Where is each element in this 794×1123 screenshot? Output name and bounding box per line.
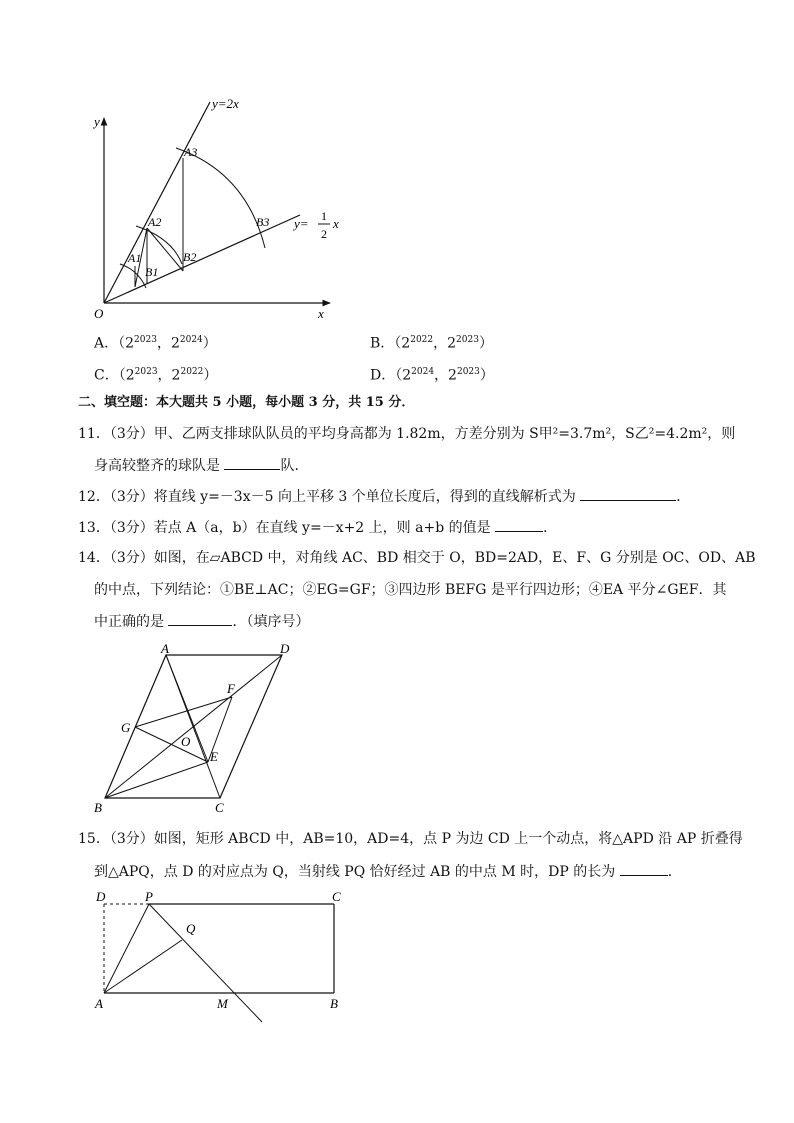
label-line-half-x-prefix: y=	[294, 216, 309, 231]
label-g: G	[121, 720, 131, 735]
label-q: Q	[186, 921, 196, 936]
option-a: A．（$2^{2023}$，$2^{2024}$）	[94, 335, 217, 352]
segment-aq	[104, 940, 182, 993]
label-p: P	[145, 889, 153, 904]
figure-3-rectangle	[90, 885, 360, 1025]
q15-line-1: 15．（3分）如图，矩形 ABCD 中，AB=10，AD=4，点 P 为边 CD 上一个动点，将△APD 沿 AP 折叠得	[78, 831, 743, 847]
option-c: C．（$2^{2023}$，$2^{2022}$）	[94, 367, 218, 384]
label-a2: A2	[148, 215, 162, 229]
arc-1	[120, 264, 146, 288]
label-e: E	[210, 749, 218, 764]
label-a: A	[161, 641, 169, 656]
figure-2-parallelogram	[85, 640, 305, 820]
q13-answer-blank[interactable]	[495, 517, 543, 532]
label-line-2x: y=2x	[212, 96, 239, 111]
label-c: C	[215, 800, 224, 815]
q14-line-3: 中正确的是 ．（填序号）	[94, 611, 309, 632]
section-2-heading: 二、填空题：本大题共 5 小题，每小题 3 分，共 15 分．	[78, 395, 415, 410]
q14-answer-blank[interactable]	[168, 611, 232, 626]
label-a1: A1	[128, 251, 142, 265]
option-d: D．（$2^{2024}$，$2^{2023}$）	[370, 367, 494, 384]
q12-line: 12．（3分）将直线 y=－3x－5 向上平移 3 个单位长度后，得到的直线解析式为 ．	[78, 486, 690, 507]
label-line-half-x-var: x	[333, 216, 339, 231]
label-b: B	[94, 800, 102, 815]
option-b: B．（$2^{2022}$，$2^{2023}$）	[370, 335, 493, 352]
label-d: D	[280, 641, 290, 656]
q11-line-1: 11．（3分）甲、乙两支排球队队员的平均身高都为 1.82m，方差分别为 S甲²=3.7m²，S乙²=4.2m²，则	[78, 426, 736, 442]
label-b1: B1	[145, 265, 159, 279]
q13-line: 13．（3分）若点 A（a，b）在直线 y=－x+2 上，则 a+b 的值是 ．	[78, 517, 557, 538]
q15-line-2: 到△APQ，点 D 的对应点为 Q，当射线 PQ 恰好经过 AB 的中点 M 时，DP 的长为 ．	[94, 861, 682, 882]
segment-ge	[135, 727, 208, 762]
label-origin: O	[94, 306, 104, 321]
segment-be	[105, 762, 208, 798]
q14-line-1: 14．（3分）如图，在▱ABCD 中，对角线 AC、BD 相交于 O，BD=2AD，E、F、G 分别是 OC、OD、AB	[78, 550, 756, 566]
q11-answer-blank[interactable]	[224, 455, 280, 470]
label-m: M	[217, 996, 228, 1011]
label-c: C	[332, 889, 341, 904]
arc-2	[136, 226, 182, 264]
q11-line-2: 身高较整齐的球队是 队．	[94, 455, 308, 476]
q14-line-2: 的中点，下列结论：①BE⊥AC；②EG=GF；③四边形 BEFG 是平行四边形；④EA 平分∠GEF．其	[94, 582, 727, 598]
label-b: B	[330, 996, 338, 1011]
figure-1-coordinate-diagram	[80, 95, 370, 325]
label-a: A	[95, 996, 103, 1011]
label-o: O	[181, 734, 191, 749]
label-line-half-x-den: 2	[321, 227, 327, 241]
label-line-half-x-num: 1	[321, 209, 327, 223]
diagonal-bd	[105, 655, 282, 798]
segment-ap	[104, 904, 149, 993]
label-b3: B3	[256, 215, 270, 229]
label-b2: B2	[183, 250, 197, 264]
label-f: F	[227, 681, 235, 696]
q15-answer-blank[interactable]	[620, 861, 668, 876]
label-d: D	[96, 889, 106, 904]
q12-answer-blank[interactable]	[580, 486, 676, 501]
arc-3	[176, 148, 265, 248]
label-a3: A3	[184, 145, 198, 159]
label-axis-y: y	[94, 114, 100, 129]
label-axis-x: x	[318, 306, 324, 321]
ray-pq	[149, 904, 262, 1022]
